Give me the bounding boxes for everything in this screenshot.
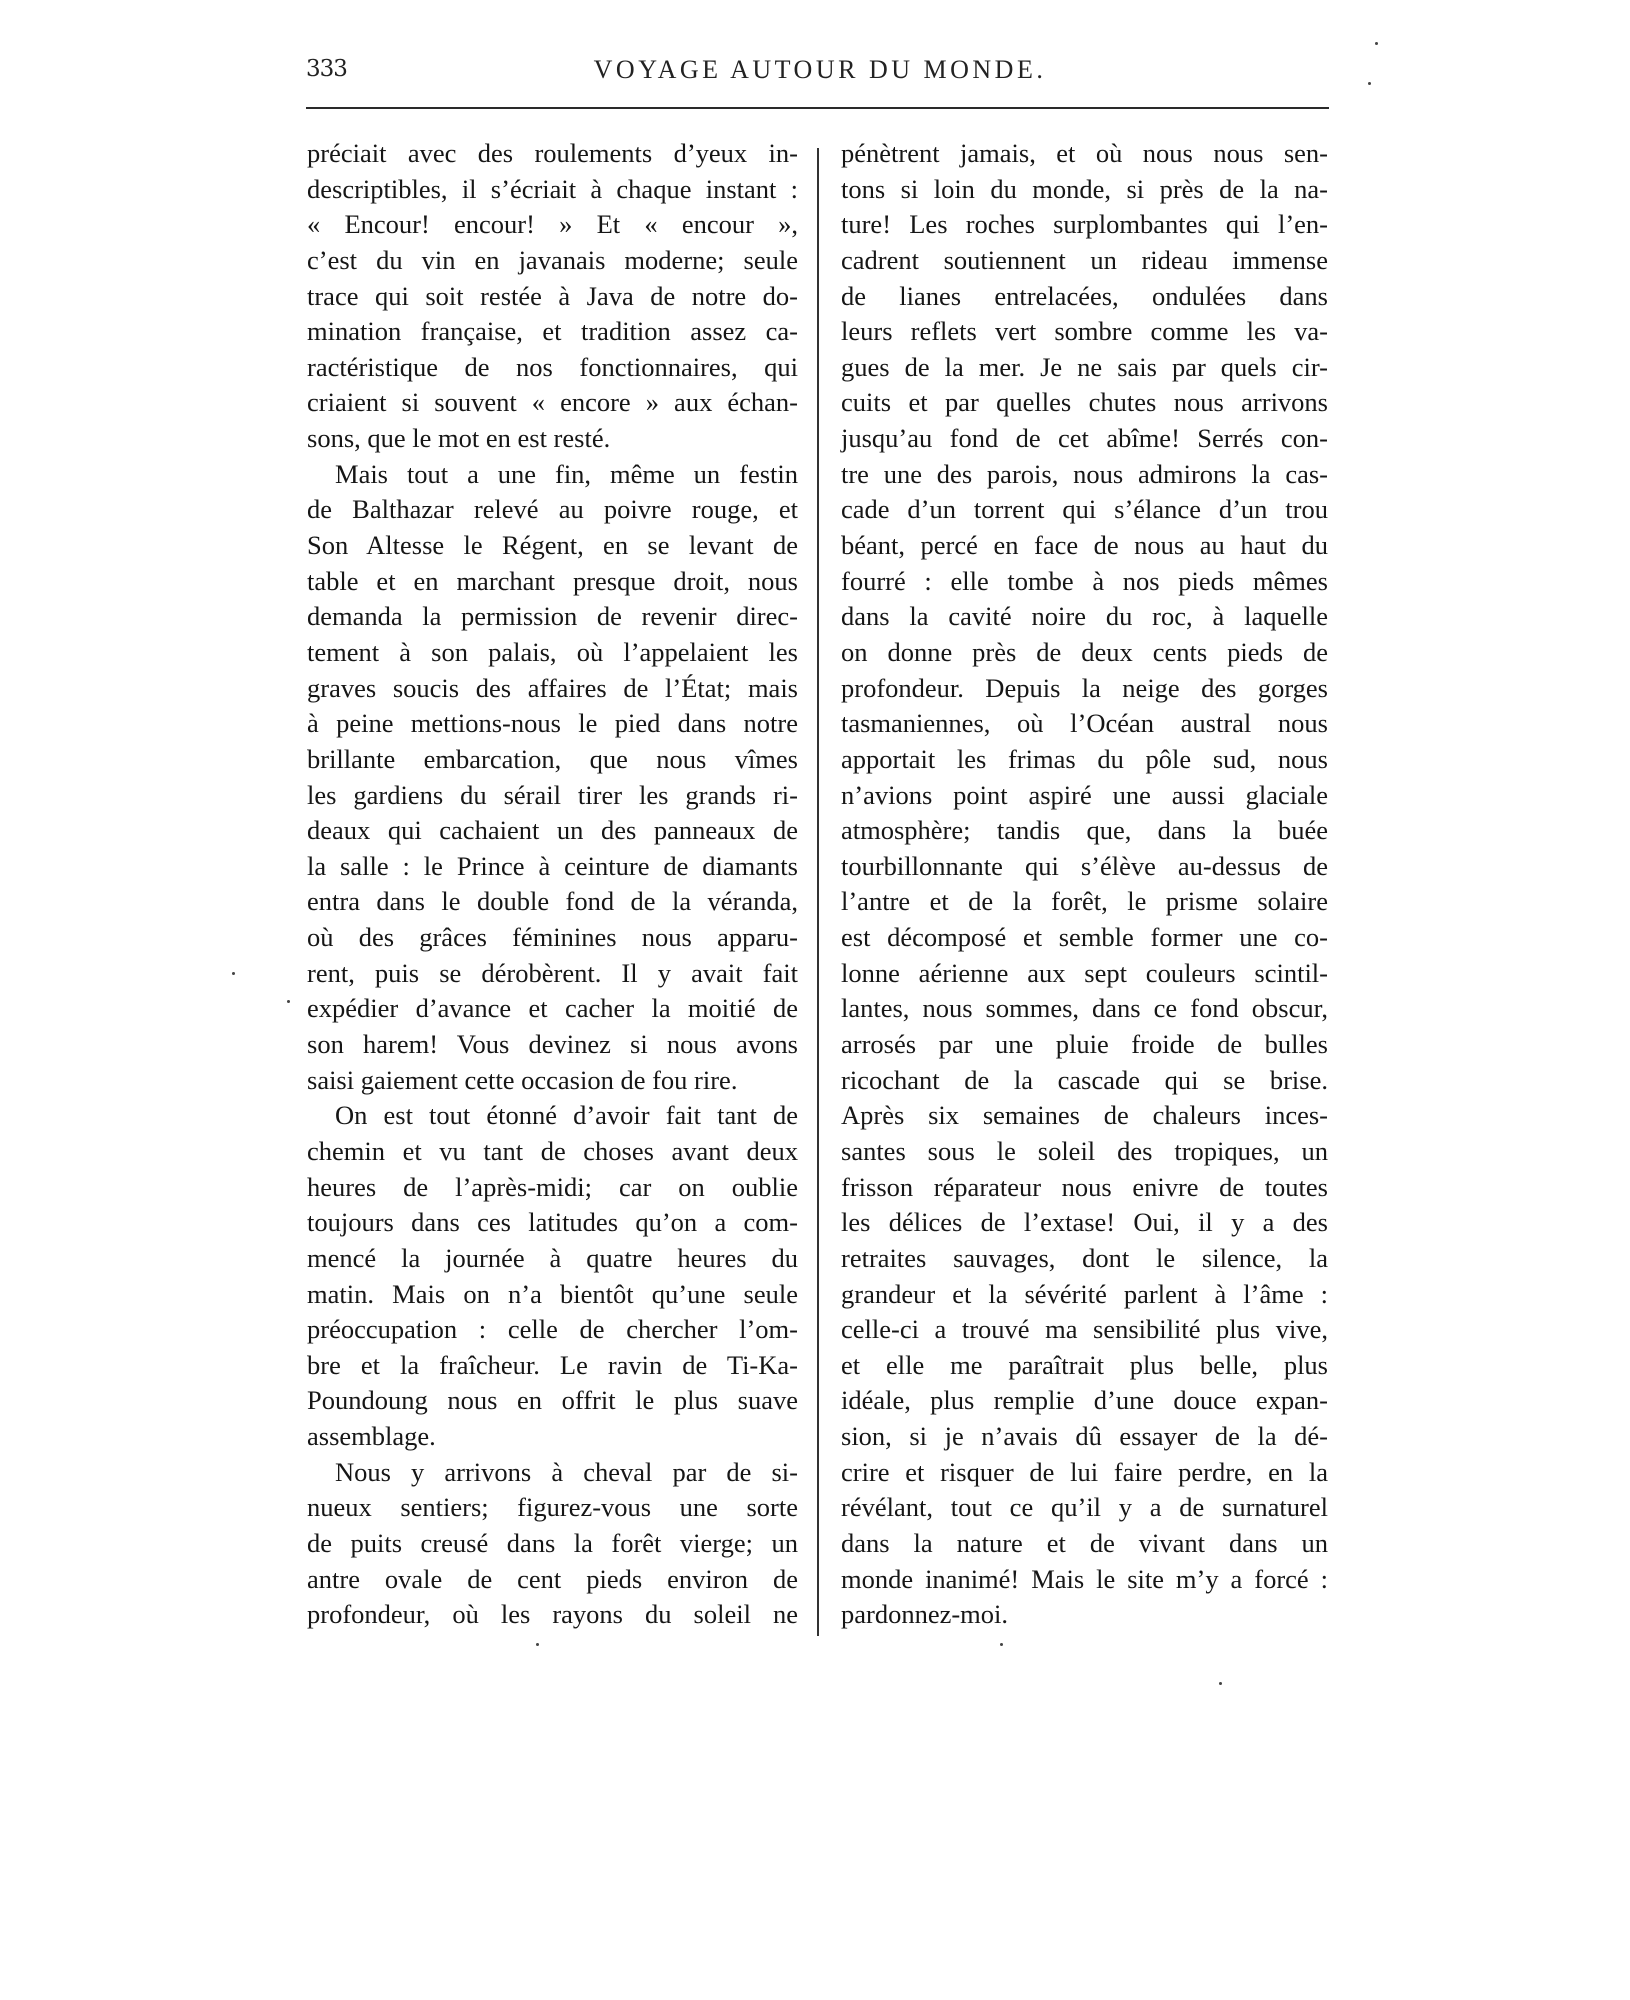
text-line: sons, que le mot en est resté. [307,423,611,454]
text-line: trace qui soit restée à Java de notre do- [307,280,798,311]
text-line: leurs reflets vert sombre comme les va- [841,316,1328,347]
text-line: toujours dans ces latitudes qu’on a com- [307,1207,798,1238]
text-column-left [307,136,798,1633]
text-line: jusqu’au fond de cet abîme! Serrés con- [841,423,1328,454]
text-line: ture! Les roches surplombantes qui l’en- [841,209,1328,240]
text-line: de Balthazar relevé au poivre rouge, et [307,494,798,525]
text-line: de lianes entrelacées, ondulées dans [841,280,1328,311]
text-line: retraites sauvages, dont le silence, la [841,1242,1328,1273]
text-line: tons si loin du monde, si près de la na- [841,173,1328,204]
text-line: heures de l’après-midi; car on oublie [307,1171,798,1202]
text-line: grandeur et la sévérité parlent à l’âme : [841,1278,1328,1309]
text-line: arrosés par une pluie froide de bulles [841,1029,1328,1060]
text-line: chemin et vu tant de choses avant deux [307,1135,798,1166]
text-line: préciait avec des roulements d’yeux in- [307,138,798,168]
text-line: crire et risquer de lui faire perdre, en la [841,1456,1328,1487]
text-line: pardonnez-moi. [841,1599,1009,1630]
text-line: frisson réparateur nous enivre de toutes [841,1171,1328,1202]
print-speck [1368,82,1371,85]
text-line: mencé la journée à quatre heures du [307,1242,798,1273]
text-line: brillante embarcation, que nous vîmes [307,743,798,774]
text-line: Mais tout a une fin, même un festin [335,458,798,489]
text-line: cade d’un torrent qui s’élance d’un trou [841,494,1328,525]
text-line: n’avions point aspiré une aussi glaciale [841,779,1328,810]
text-line: cuits et par quelles chutes nous arrivons [841,387,1328,418]
text-line: demanda la permission de revenir direc- [307,601,798,632]
text-line: monde inanimé! Mais le site m’y a forcé : [841,1563,1328,1594]
text-line: son harem! Vous devinez si nous avons [307,1029,798,1060]
print-speck [1219,1682,1222,1685]
text-line: Après six semaines de chaleurs inces- [841,1100,1328,1131]
text-line: Poundoung nous en offrit le plus suave [307,1385,798,1416]
text-line: et elle me paraîtrait plus belle, plus [841,1349,1328,1380]
text-line: apportait les frimas du pôle sud, nous [841,743,1328,774]
text-line: fourré : elle tombe à nos pieds mêmes [841,565,1328,596]
print-speck [1375,42,1378,45]
print-speck [1000,1643,1003,1646]
text-line: béant, percé en face de nous au haut du [841,530,1328,561]
text-line: dans la nature et de vivant dans un [841,1527,1328,1558]
text-line: graves soucis des affaires de l’État; mais [307,672,798,703]
print-speck [536,1643,539,1646]
text-line: tourbillonnante qui s’élève au-dessus de [841,850,1328,881]
text-line: les délices de l’extase! Oui, il y a des [841,1207,1328,1238]
text-line: santes sous le soleil des tropiques, un [841,1135,1328,1166]
text-line: « Encour! encour! » Et « encour », [307,209,798,240]
text-line: cadrent soutiennent un rideau immense [841,244,1328,275]
text-line: la salle : le Prince à ceinture de diamants [307,850,798,881]
text-line: tre une des parois, nous admirons la cas- [841,458,1328,489]
text-line: atmosphère; tandis que, dans la buée [841,815,1328,846]
column-divider [817,148,819,1636]
print-speck [287,1000,290,1003]
text-line: lonne aérienne aux sept couleurs scintil- [841,957,1328,988]
text-line: mination française, et tradition assez ca- [307,316,798,347]
text-line: on donne près de deux cents pieds de [841,636,1328,667]
text-line: bre et la fraîcheur. Le ravin de Ti-Ka- [307,1349,798,1380]
text-line: matin. Mais on n’a bientôt qu’une seule [307,1278,798,1309]
print-speck [232,972,235,975]
text-line: tasmaniennes, où l’Océan austral nous [841,708,1328,739]
text-line: nueux sentiers; figurez-vous une sorte [307,1492,798,1523]
text-line: criaient si souvent « encore » aux échan- [307,387,798,418]
text-line: profondeur, où les rayons du soleil ne [307,1599,798,1630]
text-line: antre ovale de cent pieds environ de [307,1563,798,1594]
text-line: c’est du vin en javanais moderne; seule [307,244,798,275]
text-line: Son Altesse le Régent, en se levant de [307,530,798,561]
text-column-right [841,136,1328,1633]
text-line: celle-ci a trouvé ma sensibilité plus vive, [841,1314,1328,1345]
text-line: l’antre et de la forêt, le prisme solaire [841,886,1328,917]
running-title: VOYAGE AUTOUR DU MONDE. [593,55,1047,84]
text-line: tement à son palais, où l’appelaient les [307,636,798,667]
text-line: expédier d’avance et cacher la moitié de [307,993,798,1024]
text-line: saisi gaiement cette occasion de fou rire. [307,1064,738,1095]
text-line: entra dans le double fond de la véranda, [307,886,798,917]
text-line: préoccupation : celle de chercher l’om- [307,1314,798,1345]
text-line: table et en marchant presque droit, nous [307,565,798,596]
text-line: On est tout étonné d’avoir fait tant de [335,1100,798,1131]
text-line: révélant, tout ce qu’il y a de surnaturel [841,1492,1328,1523]
text-line: lantes, nous sommes, dans ce fond obscur, [841,993,1328,1024]
text-line: dans la cavité noire du roc, à laquelle [841,601,1328,632]
text-line: rent, puis se dérobèrent. Il y avait fait [307,957,798,988]
text-line: à peine mettions-nous le pied dans notre [307,708,798,739]
text-line: les gardiens du sérail tirer les grands ri- [307,779,798,810]
text-line: assemblage. [307,1421,436,1452]
page-number: 333 [306,56,347,82]
text-line: idéale, plus remplie d’une douce expan- [841,1385,1328,1416]
text-line: pénètrent jamais, et où nous nous sen- [841,138,1328,168]
text-line: profondeur. Depuis la neige des gorges [841,672,1328,703]
text-line: de puits creusé dans la forêt vierge; un [307,1527,798,1558]
text-line: gues de la mer. Je ne sais par quels cir- [841,351,1328,382]
text-line: Nous y arrivons à cheval par de si- [335,1456,798,1487]
text-line: où des grâces féminines nous apparu- [307,922,798,953]
text-line: est décomposé et semble former une co- [841,922,1328,953]
text-line: deaux qui cachaient un des panneaux de [307,815,798,846]
header-rule [306,107,1329,109]
text-line: ractéristique de nos fonctionnaires, qui [307,351,798,382]
text-line: sion, si je n’avais dû essayer de la dé- [841,1421,1328,1452]
text-line: descriptibles, il s’écriait à chaque instant : [307,173,798,204]
text-line: ricochant de la cascade qui se brise. [841,1064,1328,1095]
